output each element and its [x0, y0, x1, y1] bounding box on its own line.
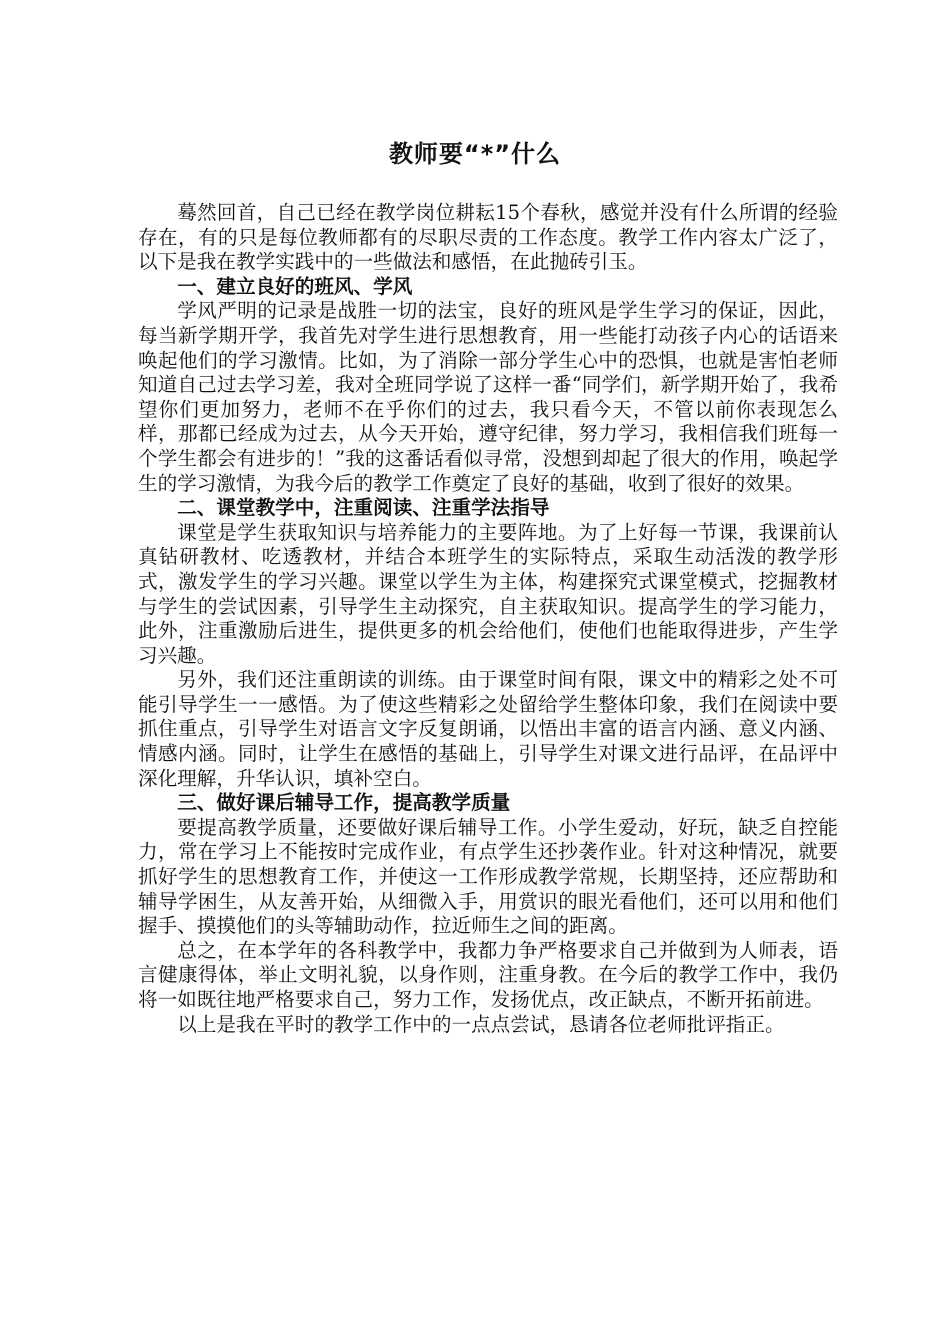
- section-2-paragraph-2: 另外，我们还注重朗读的训练。由于课堂时间有限，课文中的精彩之处不可能引导学生一一感悟。为了使这些精彩之处留给学生整体印象，我们在阅读中要抓住重点，引导学生对语言文字反复朗诵，以悟出丰富的语言内涵、意义内涵、情感内涵。同时，让学生在感悟的基础上，引导学生对课文进行品评，在品评中深化理解，升华认识，填补空白。: [138, 668, 838, 790]
- section-heading-2: 二、课堂教学中，注重阅读、注重学法指导: [177, 496, 550, 520]
- page-title: 教师要“*”什么: [388, 140, 562, 168]
- section-heading-1: 一、建立良好的班风、学风: [177, 274, 413, 298]
- section-heading-3: 三、做好课后辅导工作，提高教学质量: [177, 791, 511, 815]
- summary-paragraph: 总之，在本学年的各科教学中，我都力争严格要求自己并做到为人师表，语言健康得体，举止文明礼貌，以身作则，注重身教。在今后的教学工作中，我仍将一如既往地严格要求自己，努力工作，发扬优点，改正缺点，不断开拓前进。: [138, 938, 838, 1011]
- document-body: [138, 201, 838, 1037]
- intro-paragraph: 蓦然回首，自己已经在教学岗位耕耘15个春秋，感觉并没有什么所谓的经验存在，有的只是每位教师都有的尽职尽责的工作态度。教学工作内容太广泛了，以下是我在教学实践中的一些做法和感悟，在此抛砖引玉。: [138, 201, 838, 274]
- section-1-paragraph: 学风严明的记录是战胜一切的法宝，良好的班风是学生学习的保证，因此，每当新学期开学，我首先对学生进行思想教育，用一些能打动孩子内心的话语来唤起他们的学习激情。比如，为了消除一部分学生心中的恐惧，也就是害怕老师知道自己过去学习差，我对全班同学说了这样一番“同学们，新学期开始了，我希望你们更加努力，老师不在乎你们的过去，我只看今天，不管以前你表现怎么样，那都已经成为过去，从今天开始，遵守纪律，努力学习，我相信我们班每一个学生都会有进步的！”我的这番话看似寻常，没想到却起了很大的作用，唤起学生的学习激情，为我今后的教学工作奠定了良好的基础，收到了很好的效果。: [138, 299, 838, 495]
- section-3-paragraph: 要提高教学质量，还要做好课后辅导工作。小学生爱动，好玩，缺乏自控能力，常在学习上不能按时完成作业，有点学生还抄袭作业。针对这种情况，就要抓好学生的思想教育工作，并使这一工作形成教学常规，长期坚持，还应帮助和辅导学困生，从友善开始，从细微入手，用赏识的眼光看他们，还可以用和他们握手、摸摸他们的头等辅助动作，拉近师生之间的距离。: [138, 815, 838, 938]
- closing-paragraph: 以上是我在平时的教学工作中的一点点尝试，恳请各位老师批评指正。: [177, 1012, 785, 1036]
- section-2-paragraph-1: 课堂是学生获取知识与培养能力的主要阵地。为了上好每一节课，我课前认真钻研教材、吃透教材，并结合本班学生的实际特点，采取生动活泼的教学形式，激发学生的学习兴趣。课堂以学生为主体，构建探究式课堂模式，挖掘教材与学生的尝试因素，引导学生主动探究，自主获取知识。提高学生的学习能力，此外，注重激励后进生，提供更多的机会给他们，使他们也能取得进步，产生学习兴趣。: [138, 520, 838, 667]
